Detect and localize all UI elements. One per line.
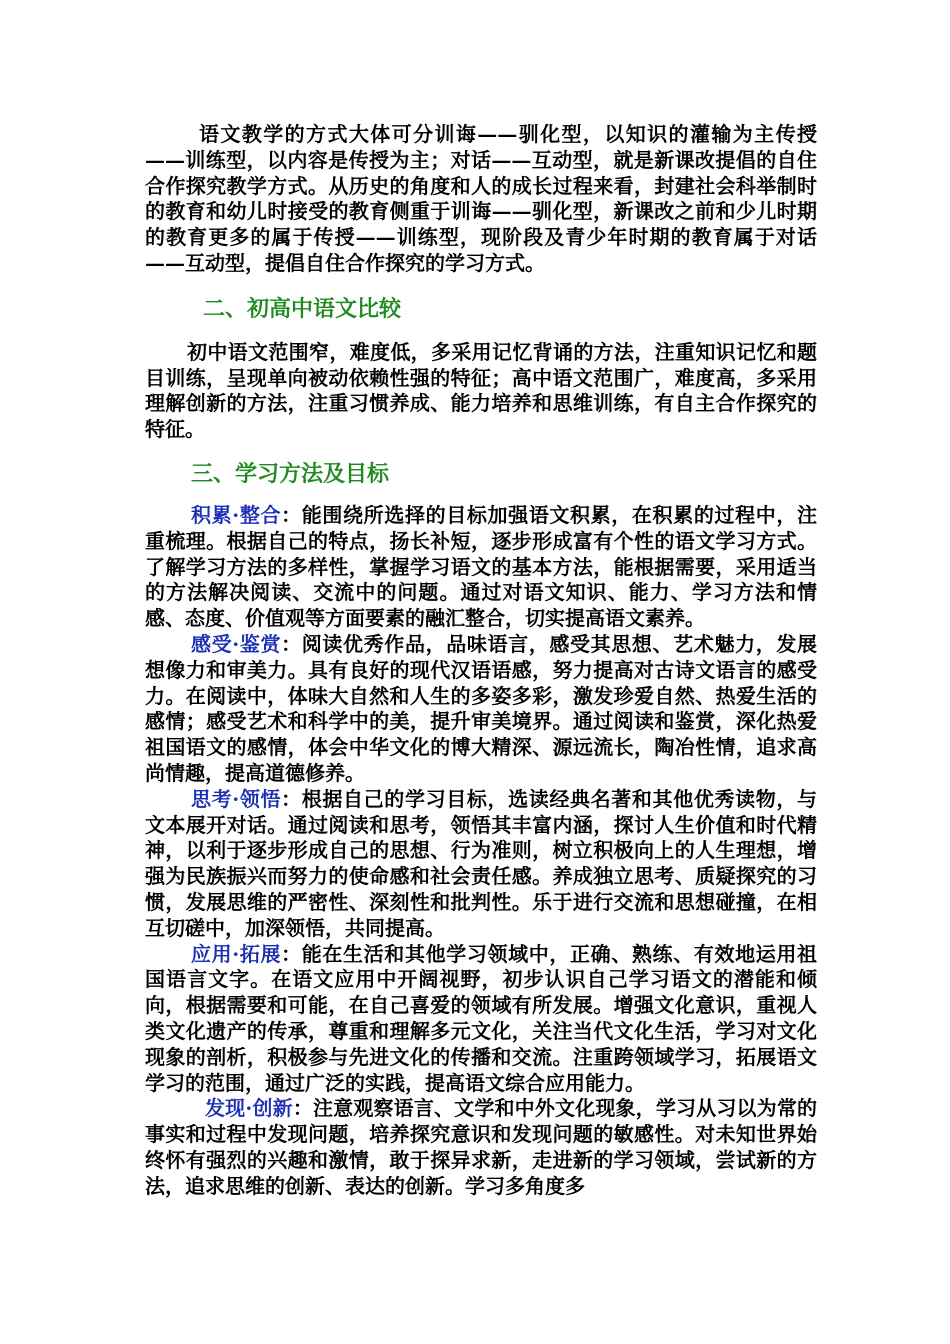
method-text: ：阅读优秀作品，品味语言，感受其思想、艺术魅力，发展想像力和审美力。具有良好的现代汉语语感，努力提高对古诗文语言的感受力。在阅读中，体味大自然和人生的多姿多彩，激发珍爱自然、热爱生活的感情；感受艺术和科学中的美，提升审美境界。通过阅读和鉴赏，深化热爱祖国语文的感情，体会中华文化的博大精深、源远流长，陶冶性情，追求高尚情趣，提高道德修养。 (145, 631, 817, 785)
method-term: 思考·领悟 (191, 786, 282, 811)
method-term: 感受·鉴赏 (191, 631, 282, 656)
section-heading-comparison: 二、初高中语文比较 (203, 295, 402, 322)
method-paragraph-accumulate (145, 503, 817, 632)
method-paragraph-apply (145, 942, 817, 1097)
method-text: ：注意观察语言、文学和中外文化现象，学习从习以为常的事实和过程中发现问题，培养探究意识和发现问题的敏感性。对未知世界始终怀有强烈的兴趣和激情，敢于探异求新，走进新的学习领域，尝试新的方法，追求思维的创新、表达的创新。学习多角度多 (145, 1096, 818, 1198)
method-term: 应用·拓展 (191, 941, 282, 966)
method-paragraph-discover (145, 1096, 817, 1199)
intro-paragraph: 语文教学的方式大体可分训诲——驯化型，以知识的灌输为主传授——训练型，以内容是传授为主；对话——互动型，就是新课改提倡的自住合作探究教学方式。从历史的角度和人的成长过程来看，封建社会科举制时的教育和幼儿时接受的教育侧重于训诲——驯化型，新课改之前和少儿时期的教育更多的属于传授——训练型，现阶段及青少年时期的教育属于对话——互动型，提倡自住合作探究的学习方式。 (145, 122, 817, 275)
method-paragraph-appreciate (145, 632, 817, 787)
method-paragraph-think (145, 787, 817, 942)
method-text: ：能在生活和其他学习领域中，正确、熟练、有效地运用祖国语言文字。在语文应用中开阔视野，初步认识自己学习语文的潜能和倾向，根据需要和可能，在自己喜爱的领域有所发展。增强文化意识，重视人类文化遗产的传承，尊重和理解多元文化，关注当代文化生活，学习对文化现象的剖析，积极参与先进文化的传播和交流。注重跨领域学习，拓展语文学习的范围，通过广泛的实践，提高语文综合应用能力。 (145, 941, 817, 1095)
section-heading-methods: 三、学习方法及目标 (191, 460, 390, 487)
comparison-paragraph: 初中语文范围窄，难度低，多采用记忆背诵的方法，注重知识记忆和题目训练，呈现单向被动依赖性强的特征；高中语文范围广，难度高，多采用理解创新的方法，注重习惯养成、能力培养和思维训练，有自主合作探究的特征。 (145, 339, 817, 442)
document-page (145, 122, 817, 1199)
method-text: ：能围绕所选择的目标加强语文积累，在积累的过程中，注重梳理。根据自己的特点，扬长补短，逐步形成富有个性的语文学习方式。了解学习方法的多样性，掌握学习语文的基本方法，能根据需要，采用适当的方法解决阅读、交流中的问题。通过对语文知识、能力、学习方法和情感、态度、价值观等方面要素的融汇整合，切实提高语文素养。 (145, 502, 817, 631)
method-term: 积累·整合 (191, 502, 282, 527)
method-text: ：根据自己的学习目标，选读经典名著和其他优秀读物，与文本展开对话。通过阅读和思考，领悟其丰富内涵，探讨人生价值和时代精神，以利于逐步形成自己的思想、行为准则，树立积极向上的人生理想，增强为民族振兴而努力的使命感和社会责任感。养成独立思考、质疑探究的习惯，发展思维的严密性、深刻性和批判性。乐于进行交流和思想碰撞，在相互切磋中，加深领悟，共同提高。 (145, 786, 817, 940)
method-term: 发现·创新 (205, 1096, 293, 1121)
